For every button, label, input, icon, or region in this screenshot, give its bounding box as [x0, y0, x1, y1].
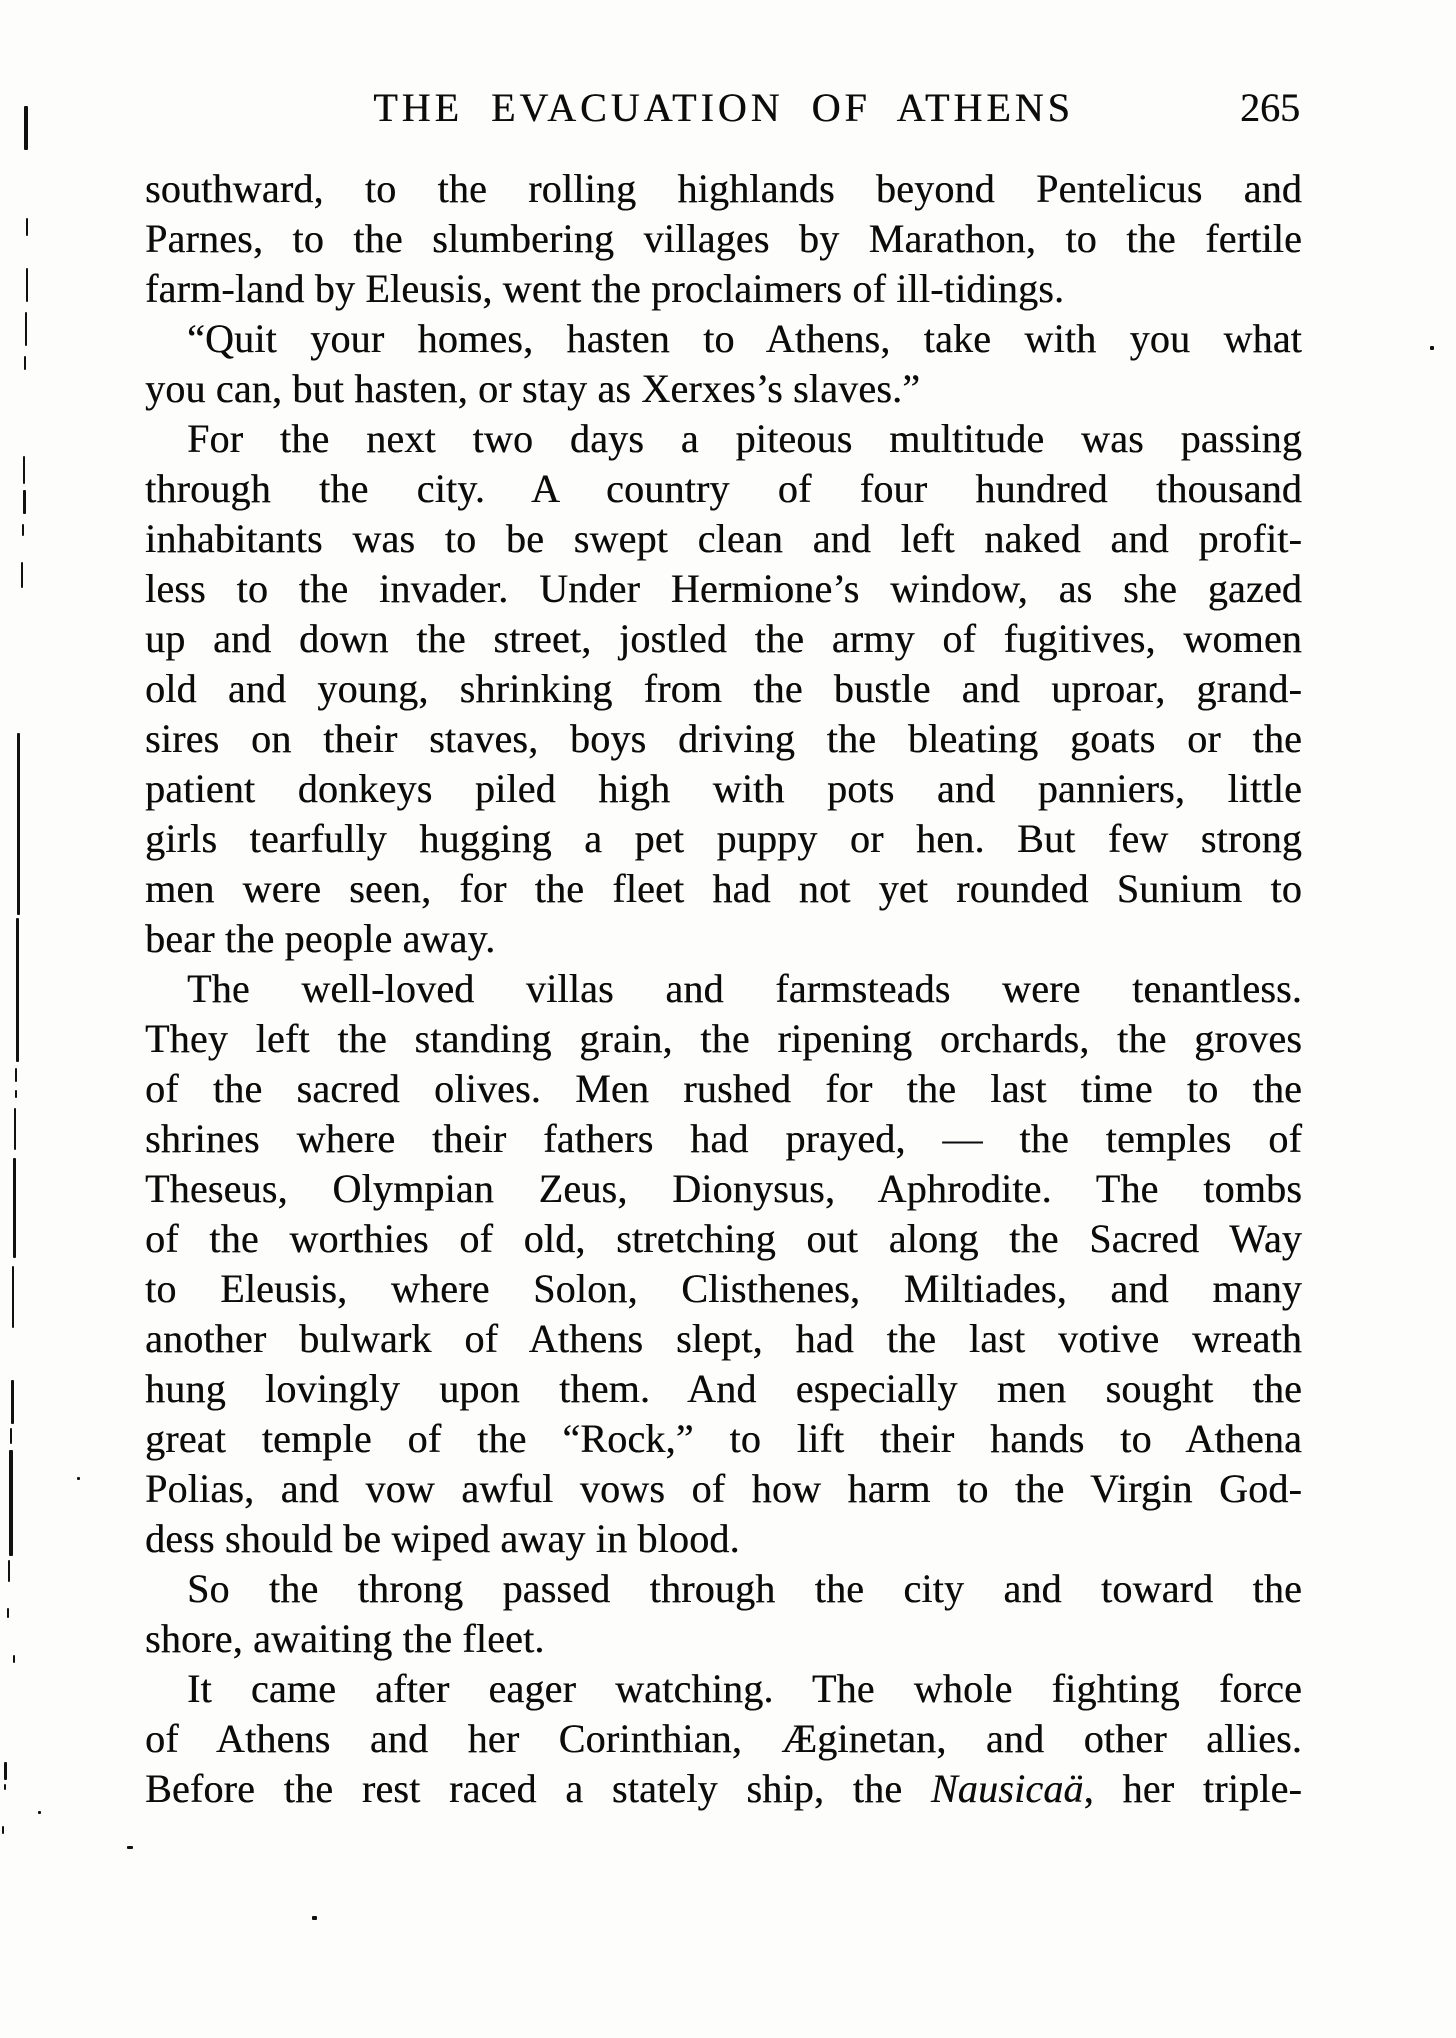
- text-line: old and young, shrinking from the bustle and uproar, grand-: [145, 666, 1302, 711]
- running-header: [145, 84, 1302, 132]
- scan-artifact: [9, 1450, 13, 1556]
- scan-artifact: [4, 1762, 7, 1780]
- scan-artifact: [15, 1090, 17, 1098]
- text-line: another bulwark of Athens slept, had the last votive wreath: [145, 1316, 1302, 1361]
- scan-artifact: [22, 524, 24, 536]
- scan-artifact: [26, 268, 28, 302]
- text-line: of Athens and her Corinthian, Æginetan, and other allies.: [145, 1716, 1302, 1761]
- text-line: up and down the street, jostled the army of fugitives, women: [145, 616, 1302, 661]
- ship-name-italic: Nausicaä: [930, 1766, 1084, 1811]
- text-segment: , her triple-: [1083, 1766, 1302, 1811]
- scan-artifact: [17, 733, 20, 915]
- text-line: shrines where their fathers had prayed, — the temples of: [145, 1116, 1302, 1161]
- scan-artifact: [21, 562, 23, 588]
- scan-artifact: [77, 1477, 80, 1480]
- text-line: through the city. A country of four hundred thousand: [145, 466, 1302, 511]
- scan-artifact: [312, 1916, 317, 1920]
- scan-artifact: [7, 1608, 9, 1618]
- text-line: They left the standing grain, the ripening orchards, the groves: [145, 1016, 1302, 1061]
- text-line: sires on their staves, boys driving the bleating goats or the: [145, 716, 1302, 761]
- text-line: “Quit your homes, hasten to Athens, take with you what: [187, 316, 1302, 361]
- scan-artifact: [25, 312, 27, 346]
- text-line: So the throng passed through the city and toward the: [187, 1566, 1302, 1611]
- text-line: Polias, and vow awful vows of how harm to the Virgin God-: [145, 1466, 1302, 1511]
- scan-artifact: [4, 1784, 6, 1790]
- text-line: Theseus, Olympian Zeus, Dionysus, Aphrodite. The tombs: [145, 1166, 1302, 1211]
- text-line: shore, awaiting the fleet.: [145, 1616, 545, 1661]
- text-line: great temple of the “Rock,” to lift their hands to Athena: [145, 1416, 1302, 1461]
- text-line: of the sacred olives. Men rushed for the last time to the: [145, 1066, 1302, 1111]
- text-segment: Before the rest raced a stately ship, the: [145, 1766, 931, 1811]
- scan-artifact: [12, 1266, 14, 1328]
- scan-artifact: [23, 490, 26, 514]
- text-line: inhabitants was to be swept clean and left naked and profit-: [145, 516, 1302, 561]
- scan-artifact: [38, 1811, 41, 1814]
- scan-artifact: [127, 1846, 133, 1849]
- scan-artifact: [1430, 346, 1434, 350]
- scan-artifact: [24, 106, 28, 150]
- scan-artifact: [14, 1108, 16, 1150]
- text-line: hung lovingly upon them. And especially men sought the: [145, 1366, 1302, 1411]
- scan-artifact: [16, 918, 19, 1062]
- text-line: Parnes, to the slumbering villages by Marathon, to the fertile: [145, 216, 1302, 261]
- text-line: less to the invader. Under Hermione’s window, as she gazed: [145, 566, 1302, 611]
- text-line: [145, 1764, 1302, 1814]
- page-number: 265: [1240, 85, 1300, 130]
- text-line: southward, to the rolling highlands beyond Pentelicus and: [145, 166, 1302, 211]
- text-line: patient donkeys piled high with pots and panniers, little: [145, 766, 1302, 811]
- scan-artifact: [11, 1380, 14, 1424]
- text-line: to Eleusis, where Solon, Clisthenes, Miltiades, and many: [145, 1266, 1302, 1311]
- text-line: It came after eager watching. The whole fighting force: [187, 1666, 1302, 1711]
- text-line: The well-loved villas and farmsteads were tenantless.: [187, 966, 1302, 1011]
- text-line: farm-land by Eleusis, went the proclaimers of ill-tidings.: [145, 266, 1065, 311]
- text-line: men were seen, for the fleet had not yet rounded Sunium to: [145, 866, 1302, 911]
- text-line: For the next two days a piteous multitude was passing: [187, 416, 1302, 461]
- scan-artifact: [8, 1560, 10, 1582]
- text-line: bear the people away.: [145, 916, 496, 961]
- scan-artifact: [13, 1158, 16, 1258]
- scan-artifact: [24, 356, 26, 370]
- scan-artifact: [23, 456, 25, 484]
- running-title: THE EVACUATION OF ATHENS: [373, 85, 1074, 130]
- scan-artifact: [2, 1826, 4, 1834]
- text-line: girls tearfully hugging a pet puppy or hen. But few strong: [145, 816, 1302, 861]
- scan-artifact: [26, 218, 28, 236]
- scan-artifact: [13, 1655, 15, 1663]
- text-line: dess should be wiped away in blood.: [145, 1516, 740, 1561]
- text-line: of the worthies of old, stretching out along the Sacred Way: [145, 1216, 1302, 1261]
- body-text: [145, 164, 1302, 1814]
- text-line: you can, but hasten, or stay as Xerxes’s slaves.”: [145, 366, 921, 411]
- scan-artifact: [10, 1428, 12, 1444]
- scan-artifact: [15, 1068, 17, 1082]
